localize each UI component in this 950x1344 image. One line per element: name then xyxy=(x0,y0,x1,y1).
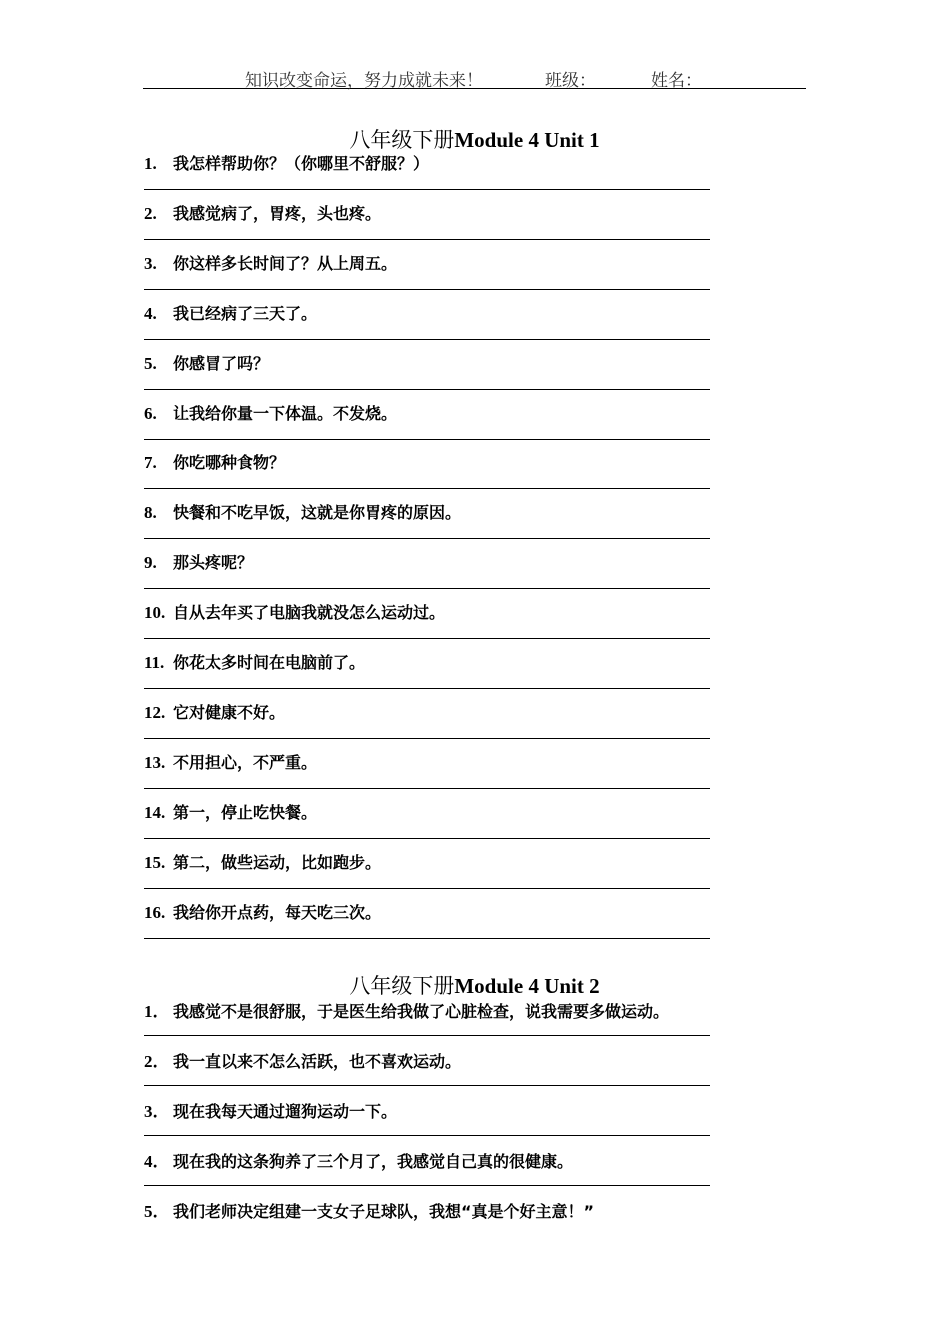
question-item xyxy=(144,800,784,820)
question-number: 13. xyxy=(144,752,166,772)
question-text: 我已经病了三天了。 xyxy=(173,303,318,323)
question-text: 快餐和不吃早饭，这就是你胃疼的原因。 xyxy=(173,503,462,523)
answer-line[interactable] xyxy=(144,189,710,190)
question-text: 你感冒了吗？ xyxy=(173,353,270,373)
question-item xyxy=(144,500,784,523)
question-number: 2． xyxy=(144,1051,170,1071)
question-item xyxy=(144,351,784,371)
question-item xyxy=(144,1147,784,1171)
question-text: 我怎样帮助你？（你哪里不舒服？） xyxy=(173,154,430,173)
answer-line[interactable] xyxy=(144,289,710,290)
question-number: 1． xyxy=(144,1002,170,1021)
question-number: 15. xyxy=(144,852,166,872)
answer-line[interactable] xyxy=(144,439,710,440)
question-item xyxy=(144,650,784,670)
answer-line[interactable] xyxy=(144,1085,710,1086)
answer-line[interactable] xyxy=(144,688,710,689)
question-number: 2. xyxy=(144,203,157,223)
section-title-en: Module 4 Unit 2 xyxy=(454,974,600,998)
question-number: 3. xyxy=(144,253,157,273)
question-text: 第二，做些运动，比如跑步。 xyxy=(173,852,382,872)
question-item xyxy=(144,301,784,321)
question-item xyxy=(144,997,784,1021)
answer-line[interactable] xyxy=(144,888,710,889)
answer-line[interactable] xyxy=(144,738,710,739)
answer-line[interactable] xyxy=(144,938,710,939)
question-text: 我们老师决定组建一支女子足球队，我想“真是个好主意！” xyxy=(173,1201,595,1221)
question-number: 1. xyxy=(144,154,157,173)
answer-line[interactable] xyxy=(144,1035,710,1036)
question-number: 4． xyxy=(144,1151,170,1171)
section-title-cn: 八年级下册 xyxy=(349,974,455,998)
question-text: 我感觉病了，胃疼，头也疼。 xyxy=(173,203,382,223)
question-text: 你花太多时间在电脑前了。 xyxy=(173,653,366,672)
section-title xyxy=(143,124,806,154)
answer-line[interactable] xyxy=(144,838,710,839)
question-text: 现在我每天通过遛狗运动一下。 xyxy=(173,1101,398,1121)
answer-line[interactable] xyxy=(144,339,710,340)
question-number: 14. xyxy=(144,802,166,822)
answer-line[interactable] xyxy=(144,488,710,489)
question-number: 6. xyxy=(144,403,157,423)
question-text: 不用担心，不严重。 xyxy=(173,752,318,772)
question-number: 11. xyxy=(144,653,165,672)
section-title xyxy=(143,970,806,1000)
question-text: 自从去年买了电脑我就没怎么运动过。 xyxy=(173,603,446,623)
question-text: 你吃哪种食物？ xyxy=(173,453,286,473)
question-item xyxy=(144,450,784,473)
page-header xyxy=(143,64,806,89)
answer-line[interactable] xyxy=(144,638,710,639)
question-item xyxy=(144,251,784,271)
section-title-cn: 八年级下册 xyxy=(349,128,455,152)
question-number: 5． xyxy=(144,1201,170,1221)
answer-line[interactable] xyxy=(144,588,710,589)
question-text: 你这样多长时间了？从上周五。 xyxy=(173,253,398,273)
question-text: 我感觉不是很舒服，于是医生给我做了心脏检查，说我需要多做运动。 xyxy=(173,1002,670,1021)
question-text: 我给你开点药，每天吃三次。 xyxy=(173,902,382,922)
question-item xyxy=(144,550,784,573)
question-text: 它对健康不好。 xyxy=(173,702,286,722)
name-label: 姓名： xyxy=(651,71,702,91)
question-text: 现在我的这条狗养了三个月了，我感觉自己真的很健康。 xyxy=(173,1151,574,1171)
question-item xyxy=(144,1197,784,1221)
question-number: 7. xyxy=(144,453,157,473)
question-text: 那头疼呢？ xyxy=(173,553,254,573)
header-motto: 知识改变命运，努力成就未来！ xyxy=(245,71,483,91)
answer-line[interactable] xyxy=(144,239,710,240)
question-item xyxy=(144,700,784,720)
question-text: 第一，停止吃快餐。 xyxy=(173,802,318,822)
section-title-en: Module 4 Unit 1 xyxy=(454,128,600,152)
question-text: 我一直以来不怎么活跃，也不喜欢运动。 xyxy=(173,1051,462,1071)
question-item xyxy=(144,900,784,920)
question-item xyxy=(144,201,784,221)
question-item xyxy=(144,1097,784,1121)
question-text: 让我给你量一下体温。不发烧。 xyxy=(173,403,398,423)
question-number: 8. xyxy=(144,503,157,523)
answer-line[interactable] xyxy=(144,538,710,539)
question-number: 4. xyxy=(144,303,157,323)
question-number: 3． xyxy=(144,1101,170,1121)
question-item xyxy=(144,1047,784,1071)
question-number: 10. xyxy=(144,603,166,623)
answer-line[interactable] xyxy=(144,1135,710,1136)
answer-line[interactable] xyxy=(144,788,710,789)
question-item xyxy=(144,850,784,870)
answer-line[interactable] xyxy=(144,1185,710,1186)
question-item xyxy=(144,750,784,770)
question-number: 16. xyxy=(144,902,166,922)
question-number: 5. xyxy=(144,353,157,373)
answer-line[interactable] xyxy=(144,389,710,390)
question-number: 9. xyxy=(144,553,157,573)
question-number: 12. xyxy=(144,702,166,722)
question-item xyxy=(144,401,784,421)
question-item xyxy=(144,600,784,623)
question-item xyxy=(144,151,784,171)
class-label: 班级： xyxy=(545,71,596,91)
